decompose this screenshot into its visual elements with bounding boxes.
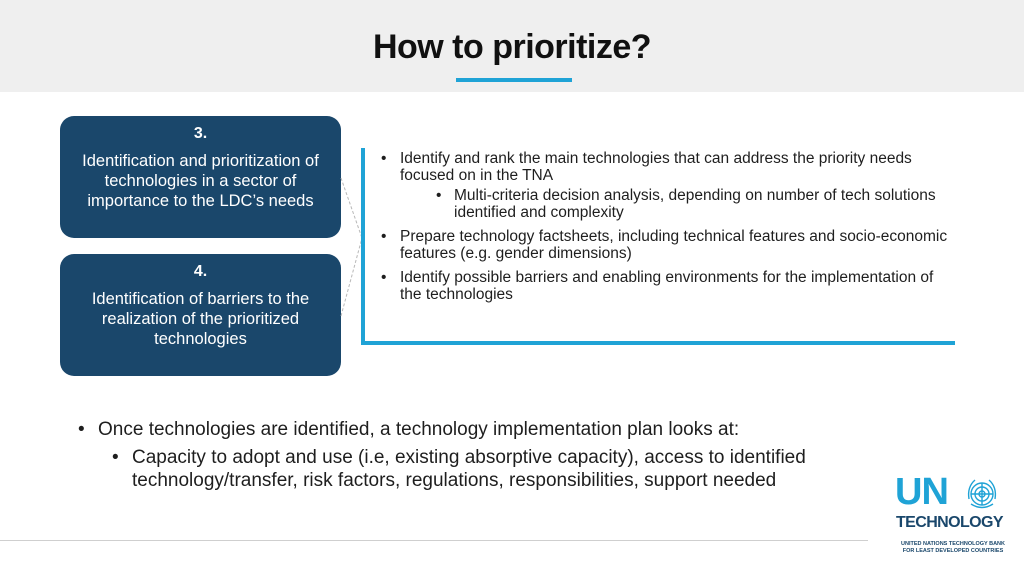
page-title: How to prioritize? [372,28,652,66]
logo-subtitle [897,541,1009,555]
footer-divider [0,540,868,541]
summary-item [76,418,886,441]
step-4-text: Identification of barriers to the realization of the prioritized technologies [91,290,310,348]
summary-subitem-text: Capacity to adopt and use (i.e, existing absorptive capacity), access to identified technology/transfer, risk factors, regulations, responsibilities, support needed [132,447,806,491]
summary-item-text: Once technologies are identified, a technology implementation plan looks at: [98,419,740,440]
step-3-text: Identification and prioritization of technologies in a sector of importance to the LDC’s needs [82,152,319,210]
list-subitem-text: Multi-criteria decision analysis, depending on number of tech solutions identified and complexity [454,187,936,221]
logo-subtitle-line1: UNITED NATIONS TECHNOLOGY BANK [901,541,1005,547]
detail-list [380,150,950,303]
list-item [380,228,950,262]
logo-technology-text: TECHNOLOGY [896,514,1003,531]
step-4-number: 4. [193,263,208,280]
detail-panel [380,150,950,310]
summary-block [76,418,886,492]
un-emblem-icon [963,475,1001,513]
list-item [380,150,950,221]
list-subitem [400,187,950,221]
summary-subitem [76,446,822,492]
logo-subtitle-line2: FOR LEAST DEVELOPED COUNTRIES [902,548,1004,554]
un-technology-logo [895,473,1010,568]
list-item [380,269,950,303]
step-3-number: 3. [193,125,208,142]
list-item-text: Identify and rank the main technologies that can address the priority needs focused on in the TNA [400,150,912,184]
list-item-text: Prepare technology factsheets, including technical features and socio-economic features (e.g. gender dimensions) [400,228,948,262]
logo-un-text: UN [895,471,948,513]
list-item-text: Identify possible barriers and enabling environments for the implementation of the technologies [400,269,934,303]
